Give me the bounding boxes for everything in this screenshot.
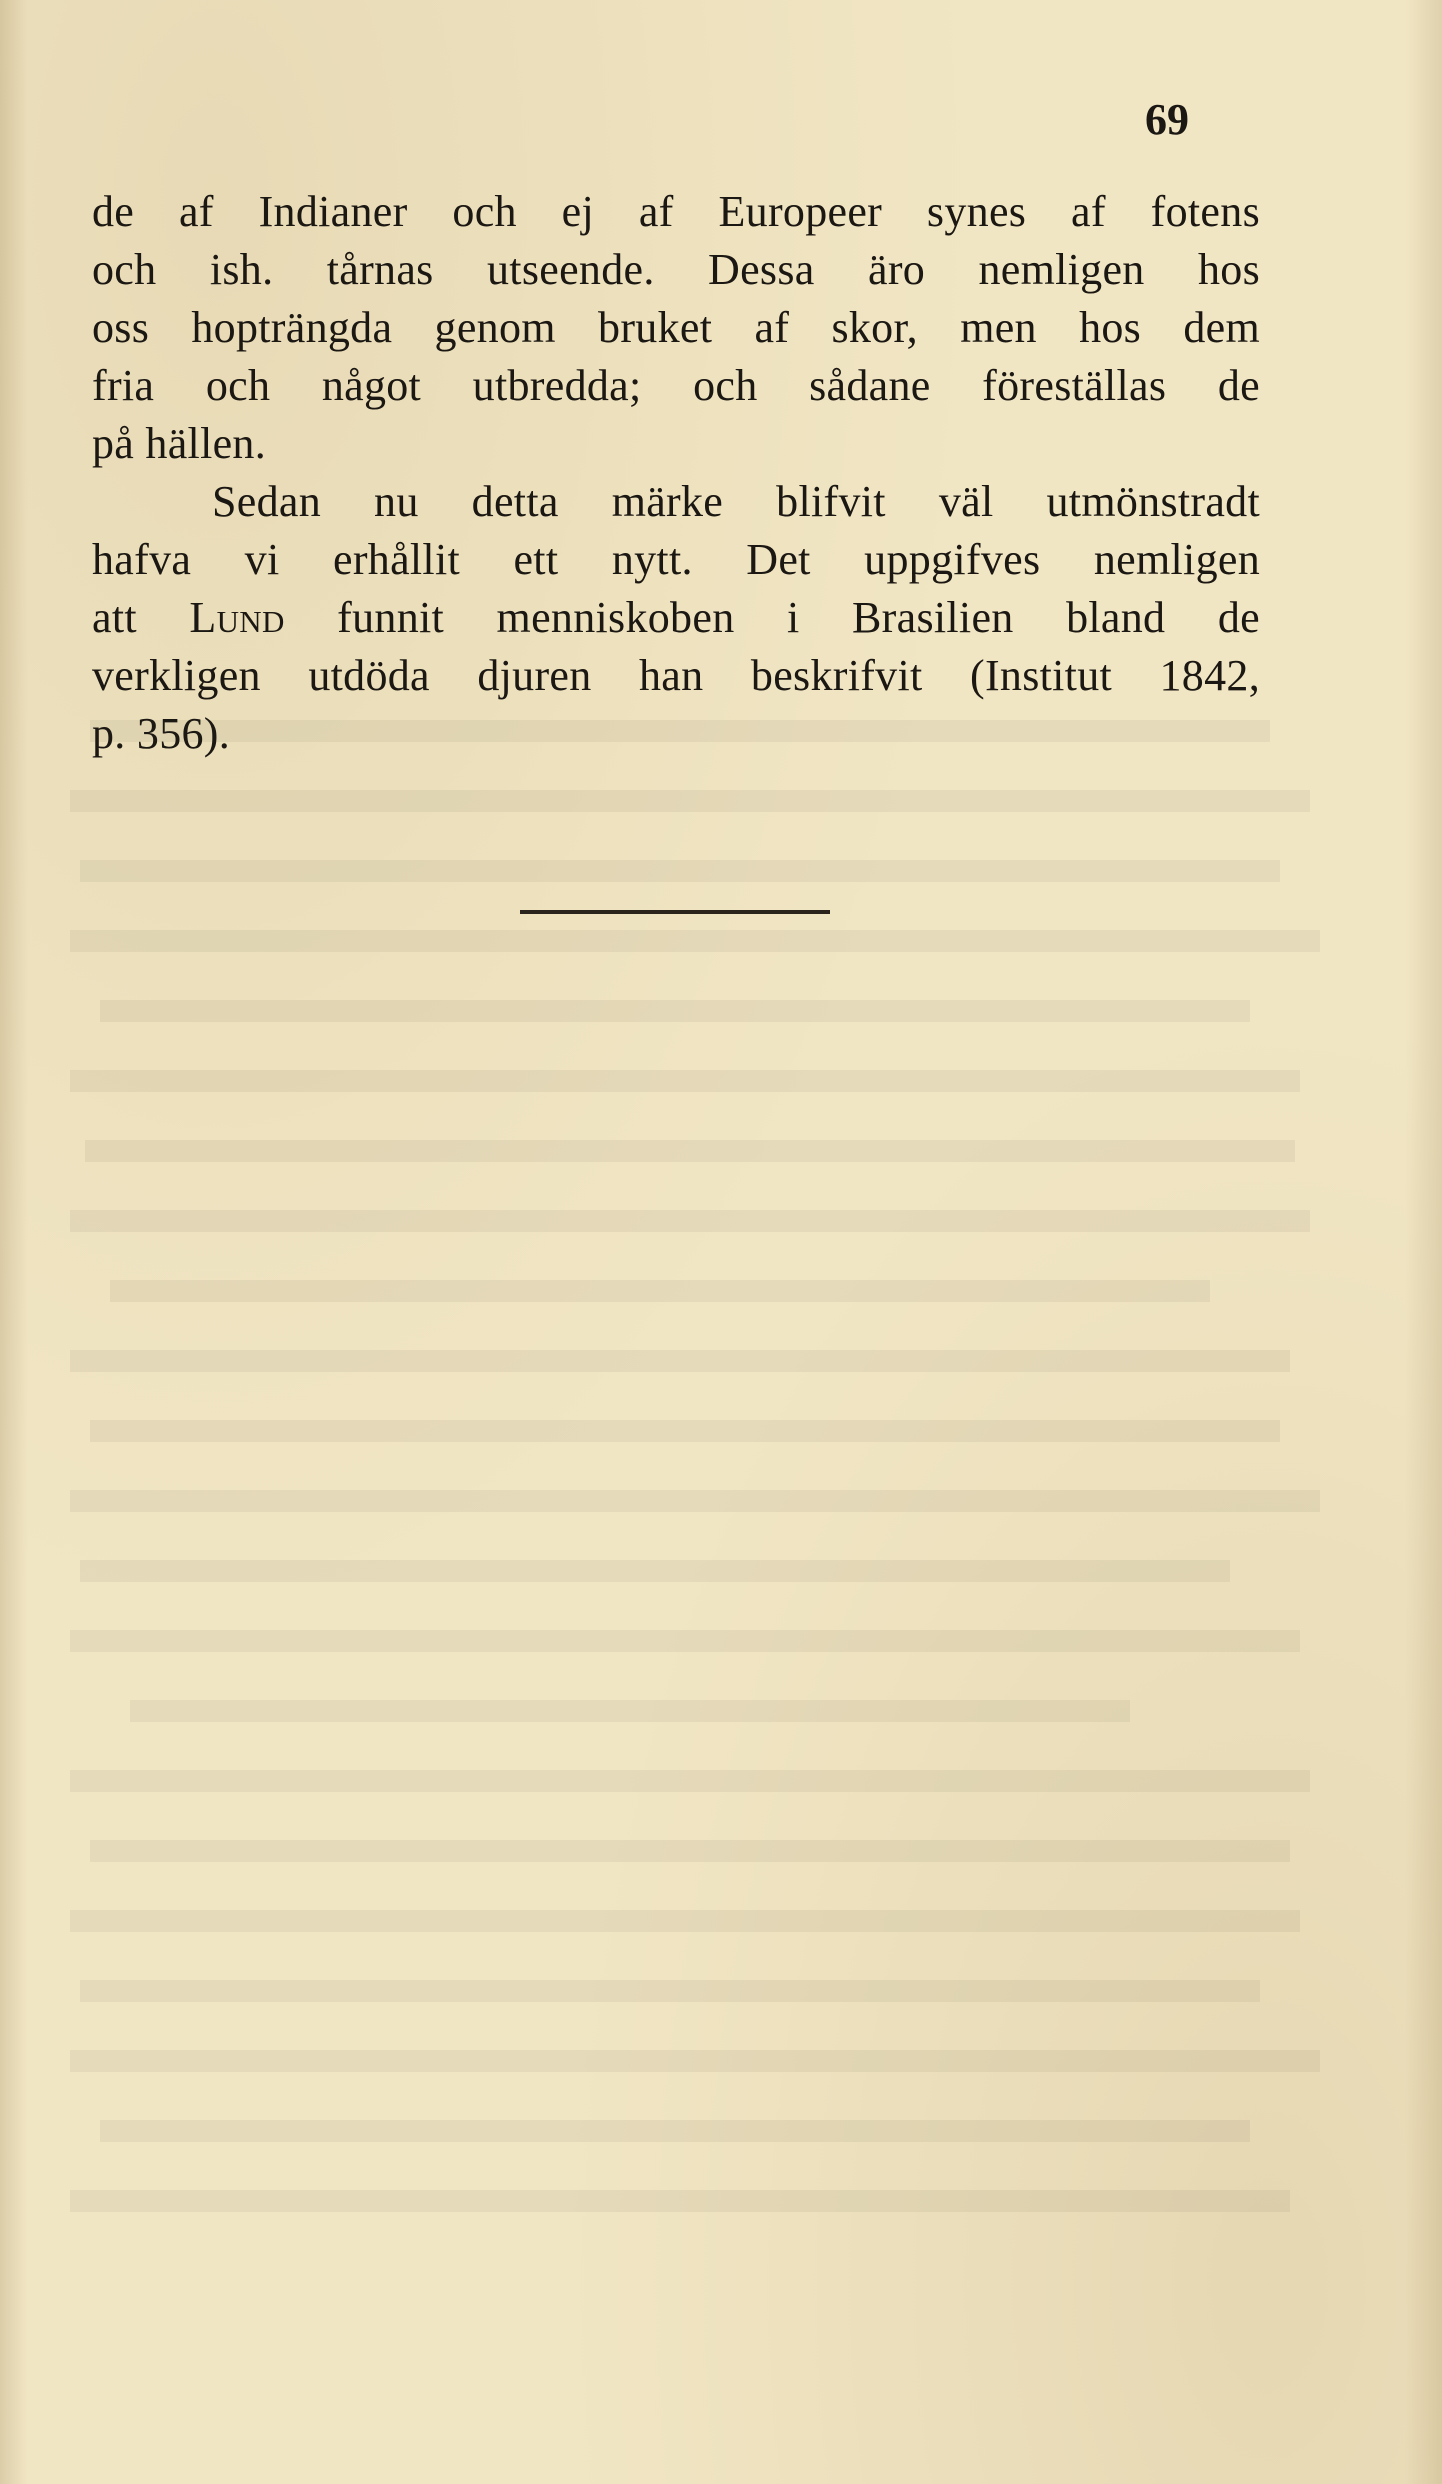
- text-line: Sedan nu detta märke blifvit väl utmönstradt: [212, 477, 1260, 526]
- page-number: 69: [1145, 95, 1189, 144]
- body-text: [92, 183, 1260, 763]
- text-fragment: funnit menniskoben i Brasilien bland de: [284, 593, 1260, 642]
- text-line: fria och något utbredda; och sådane föreställas de: [92, 361, 1260, 410]
- text-fragment: att: [92, 593, 190, 642]
- text-line: oss hopträngda genom bruket af skor, men hos dem: [92, 303, 1260, 352]
- text-line: [92, 589, 1260, 647]
- text-line: p. 356).: [92, 709, 231, 758]
- text-line: verkligen utdöda djuren han beskrifvit (Institut 1842,: [92, 651, 1260, 700]
- author-name: Lund: [189, 593, 285, 642]
- show-through-texture: [70, 700, 1390, 2400]
- section-divider: [520, 910, 830, 914]
- text-line: och ish. tårnas utseende. Dessa äro nemligen hos: [92, 245, 1260, 294]
- text-line: de af Indianer och ej af Europeer synes af fotens: [92, 187, 1260, 236]
- text-line: på hällen.: [92, 419, 267, 468]
- text-line: hafva vi erhållit ett nytt. Det uppgifves nemligen: [92, 535, 1260, 584]
